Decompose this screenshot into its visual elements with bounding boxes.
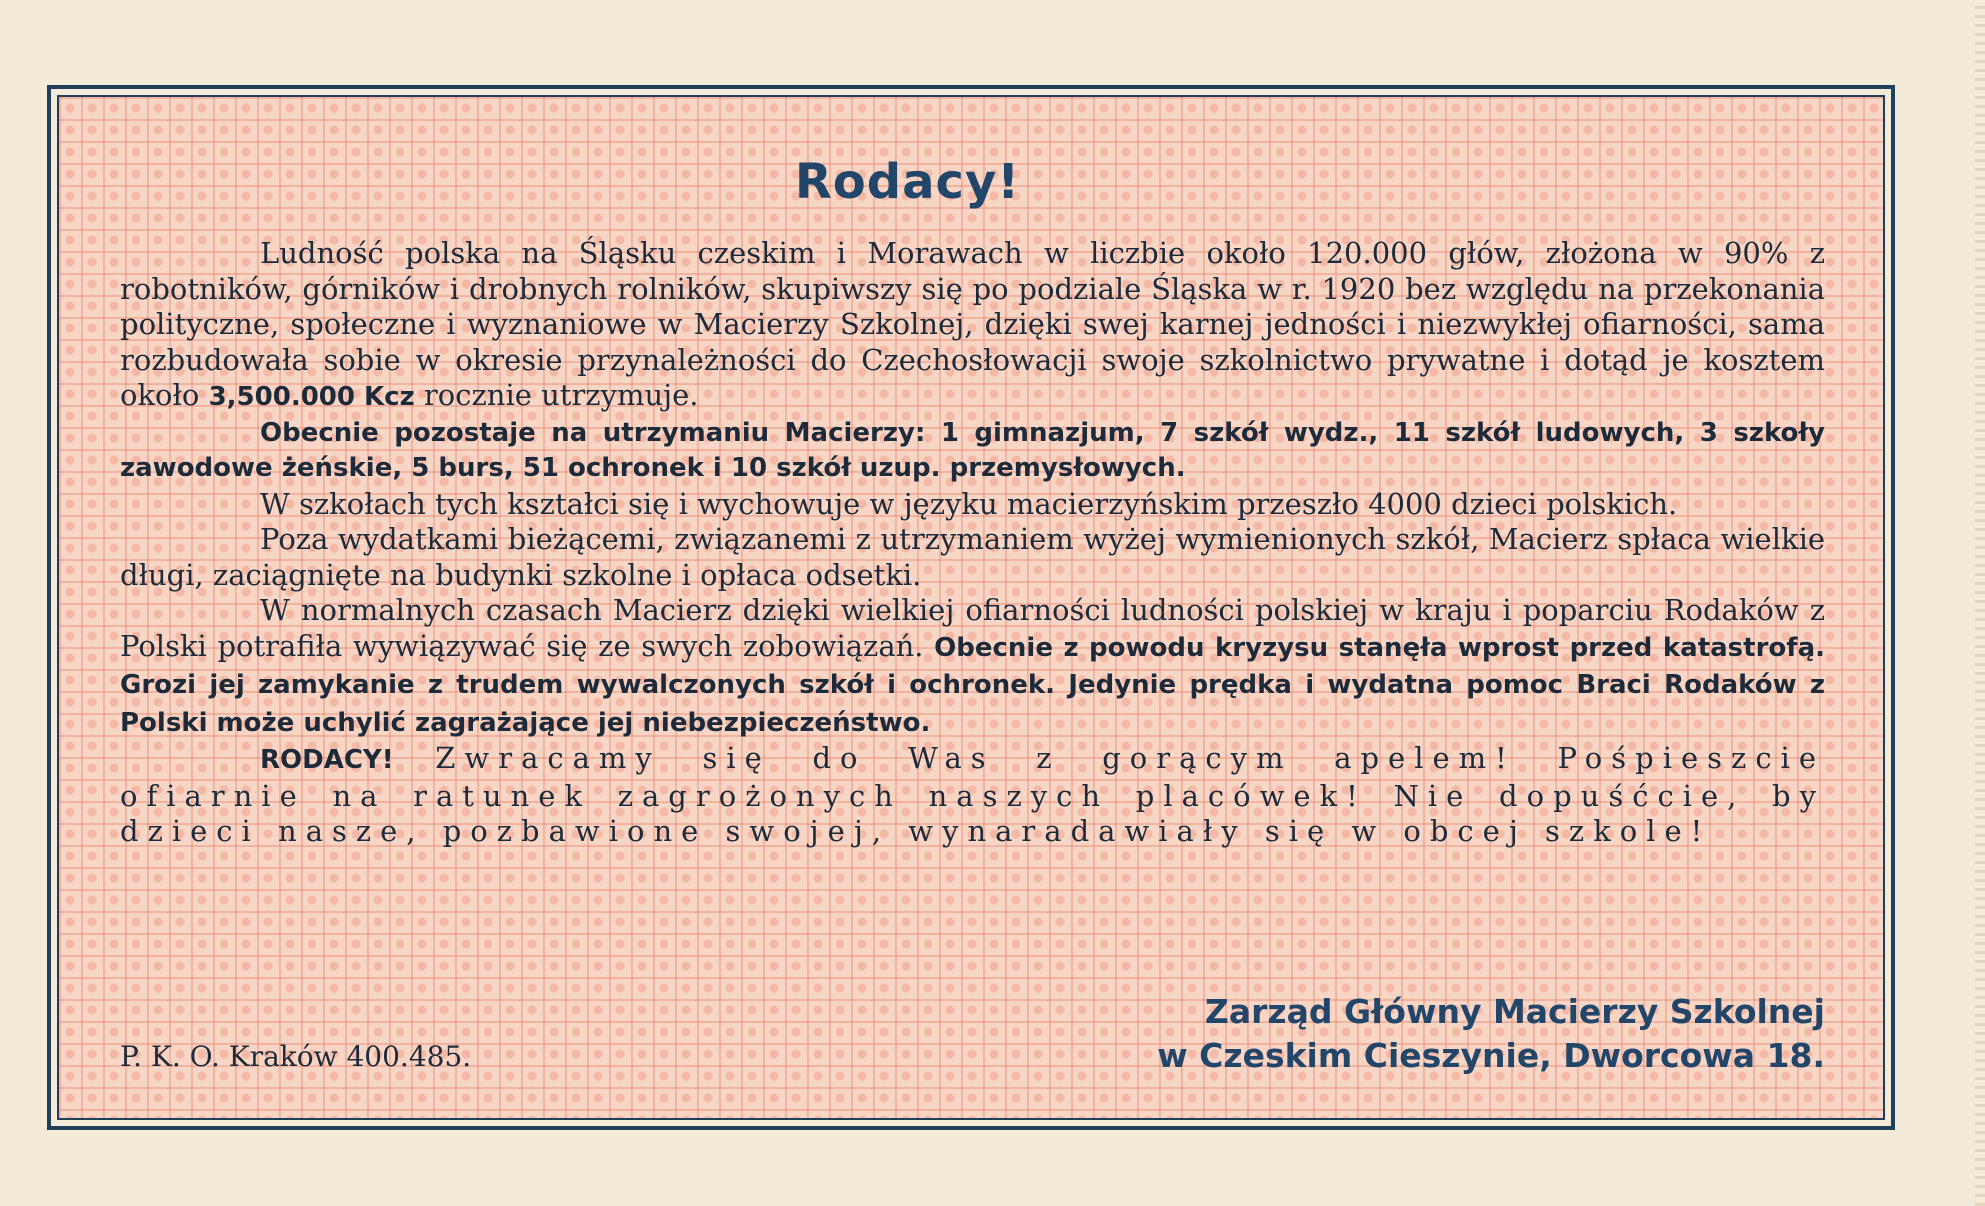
paragraph-3: W szkołach tych kształci się i wychowuje w języku macierzyńskim przeszło 4000 dzieci polskich. [260, 486, 1678, 521]
document-title: Rodacy! [794, 154, 1021, 210]
paragraph-5 [120, 593, 1825, 741]
appeal-lead: RODACY! [260, 745, 394, 775]
paragraph-6 [120, 741, 1825, 850]
paragraph-1 [120, 236, 1825, 416]
paragraph-1-amount: 3,500.000 Kcz [208, 382, 415, 412]
signature-line-2: w Czeskim Cieszynie, Dworcowa 18. [1157, 1036, 1825, 1075]
paragraph-5-text: W normalnych czasach Macierz dzięki wielkiej ofiarności ludności polskiej w kraju i poparciu Rodaków z Polski potrafiła wywiązywać się ze swych zobowiązań. [120, 593, 1825, 663]
pko-account: P. K. O. Kraków 400.485. [120, 1040, 472, 1073]
document-body [120, 140, 1825, 850]
signature-block [1157, 990, 1825, 1078]
paragraph-2: Obecnie pozostaje na utrzymaniu Macierzy: 1 gimnazjum, 7 szkół wydz., 11 szkół ludowych, 3 szkoły zawodowe żeńskie, 5 burs, 51 ochronek i 10 szkół uzup. przemysłowych. [120, 417, 1825, 483]
document-footer [120, 990, 1825, 1080]
paragraph-1-text: Ludność polska na Śląsku czeskim i Morawach w liczbie około 120.000 głów, złożona w 90% z robotników, górników i drobnych rolników, skupiwszy się po podziale Śląska w r. 1920 bez względu na przekonania polityczne, społeczne i wyznaniowe w Macierzy Szkolnej, dzięki swej karnej jedności i niezwykłej ofiarności, sama rozbudowała sobie w okresie przynależności do Czechosłowacji swoje szkolnictwo prywatne i dotąd je kosztem około [120, 236, 1825, 412]
perforated-edge [1975, 0, 1985, 1206]
paragraph-5-bold: Obecnie z powodu kryzysu stanęła wprost przed katastrofą. Grozi jej zamykanie z trudem wywalczonych szkół i ochronek. Jedynie prędka i wydatna pomoc Braci Rodaków z Polski może uchylić zagrażające jej niebezpieczeństwo. [120, 632, 1825, 738]
paragraph-1-end: rocznie utrzymuje. [414, 378, 699, 412]
paragraph-4: Poza wydatkami bieżącemi, związanemi z utrzymaniem wyżej wymienionych szkół, Macierz spłaca wielkie długi, zaciągnięte na budynki szkolne i opłaca odsetki. [120, 522, 1825, 592]
appeal-text: Zwracamy się do Was z gorącym apelem! Pośpieszcie ofiarnie na ratunek zagrożonych naszych placówek! Nie dopuśćcie, by dzieci nasze, pozbawione swojej, wynaradawiały się w obcej szkole! [120, 741, 1825, 848]
signature-line-1: Zarząd Główny Macierzy Szkolnej [1204, 992, 1825, 1031]
